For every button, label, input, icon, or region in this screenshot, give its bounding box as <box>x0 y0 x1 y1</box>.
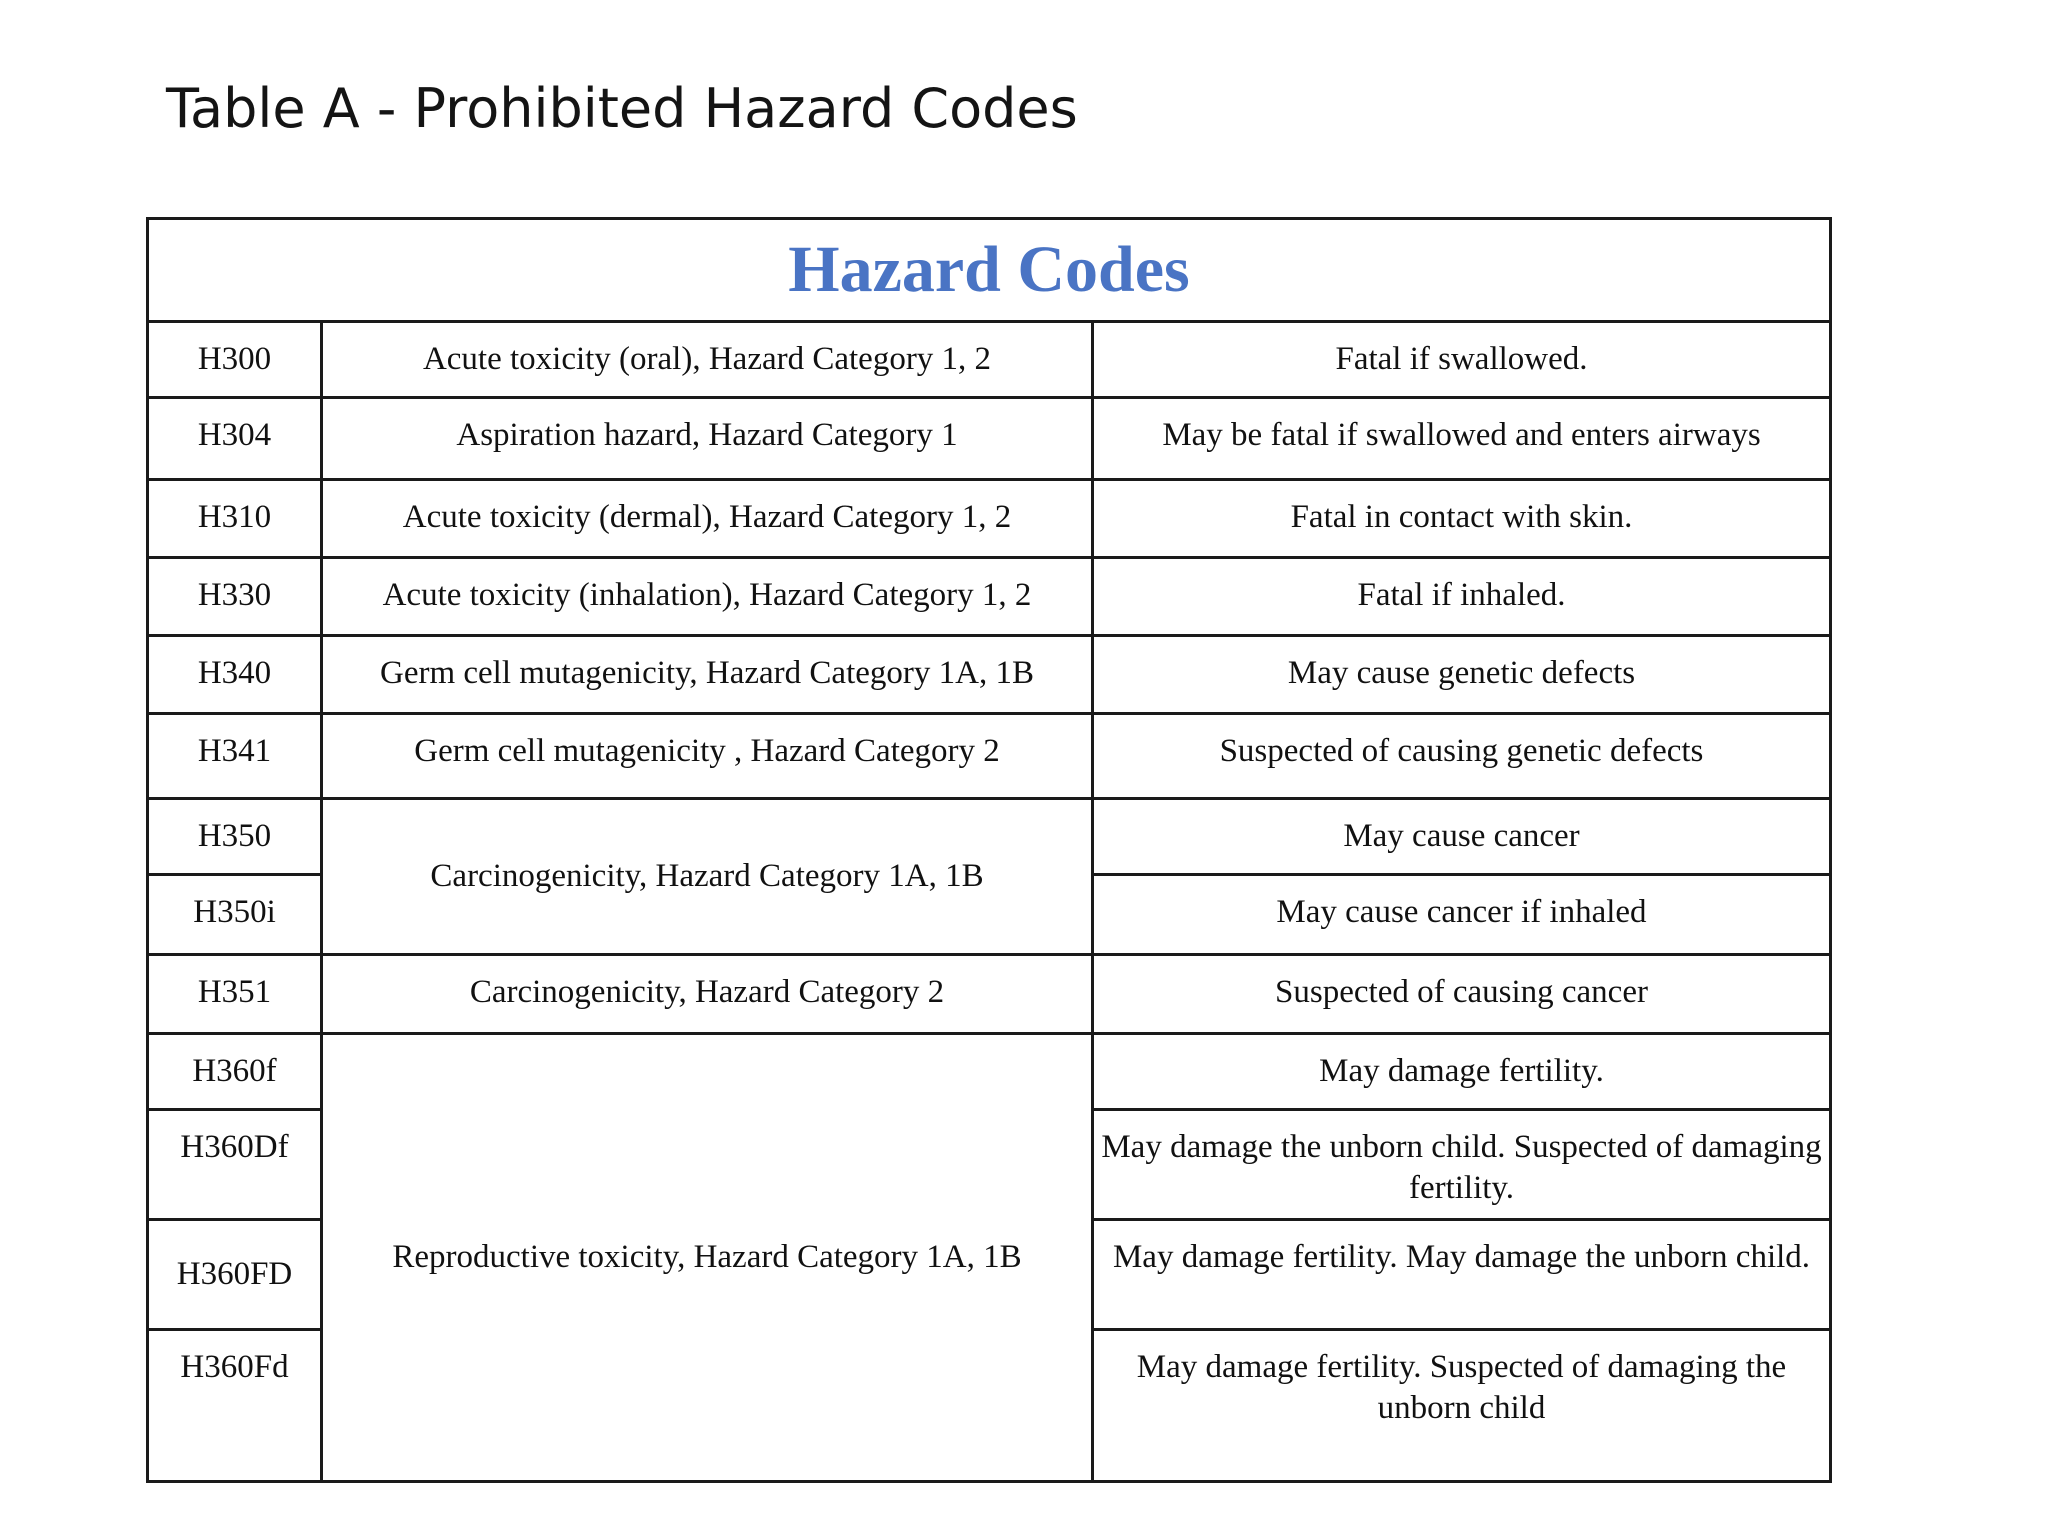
hazard-code-cell: H351 <box>148 955 322 1034</box>
table-row <box>148 322 1831 398</box>
hazard-statement-cell: Fatal in contact with skin. <box>1093 480 1831 558</box>
hazard-code-cell: H300 <box>148 322 322 398</box>
hazard-statement-cell: May damage fertility. <box>1093 1034 1831 1110</box>
hazard-class-cell: Reproductive toxicity, Hazard Category 1A, 1B <box>322 1034 1093 1482</box>
hazard-statement-cell: May damage fertility. May damage the unborn child. <box>1093 1220 1831 1330</box>
hazard-statement-cell: Suspected of causing genetic defects <box>1093 714 1831 799</box>
hazard-code-cell: H360Fd <box>148 1330 322 1482</box>
hazard-statement-cell: May cause genetic defects <box>1093 636 1831 714</box>
hazard-code-cell: H304 <box>148 398 322 480</box>
hazard-code-cell: H341 <box>148 714 322 799</box>
hazard-code-cell: H350 <box>148 799 322 875</box>
hazard-class-cell: Acute toxicity (oral), Hazard Category 1, 2 <box>322 322 1093 398</box>
hazard-statement-cell: Fatal if swallowed. <box>1093 322 1831 398</box>
table-row <box>148 636 1831 714</box>
hazard-class-cell: Acute toxicity (dermal), Hazard Category 1, 2 <box>322 480 1093 558</box>
hazard-class-cell: Acute toxicity (inhalation), Hazard Category 1, 2 <box>322 558 1093 636</box>
table-row <box>148 480 1831 558</box>
hazard-code-cell: H360f <box>148 1034 322 1110</box>
hazard-statement-cell: May damage fertility. Suspected of damaging the unborn child <box>1093 1330 1831 1482</box>
hazard-code-cell: H360Df <box>148 1110 322 1220</box>
table-row <box>148 1034 1831 1110</box>
page-title: Table A - Prohibited Hazard Codes <box>166 77 1078 140</box>
table-row <box>148 714 1831 799</box>
hazard-class-cell: Germ cell mutagenicity, Hazard Category 1A, 1B <box>322 636 1093 714</box>
hazard-class-cell: Carcinogenicity, Hazard Category 2 <box>322 955 1093 1034</box>
table-row <box>148 558 1831 636</box>
hazard-class-cell: Germ cell mutagenicity , Hazard Category 2 <box>322 714 1093 799</box>
hazard-statement-cell: May cause cancer if inhaled <box>1093 875 1831 955</box>
hazard-code-cell: H340 <box>148 636 322 714</box>
hazard-codes-table <box>146 217 1832 1483</box>
table-row <box>148 955 1831 1034</box>
table-row <box>148 799 1831 875</box>
hazard-statement-cell: Suspected of causing cancer <box>1093 955 1831 1034</box>
hazard-statement-cell: Fatal if inhaled. <box>1093 558 1831 636</box>
hazard-class-cell: Carcinogenicity, Hazard Category 1A, 1B <box>322 799 1093 955</box>
hazard-code-cell: H310 <box>148 480 322 558</box>
hazard-statement-cell: May damage the unborn child. Suspected of damaging fertility. <box>1093 1110 1831 1220</box>
hazard-code-cell: H330 <box>148 558 322 636</box>
hazard-code-cell: H360FD <box>148 1220 322 1330</box>
hazard-code-cell: H350i <box>148 875 322 955</box>
table-row <box>148 398 1831 480</box>
hazard-class-cell: Aspiration hazard, Hazard Category 1 <box>322 398 1093 480</box>
table-heading-row <box>148 219 1831 322</box>
hazard-statement-cell: May cause cancer <box>1093 799 1831 875</box>
table-heading: Hazard Codes <box>148 219 1831 322</box>
hazard-statement-cell: May be fatal if swallowed and enters airways <box>1093 398 1831 480</box>
